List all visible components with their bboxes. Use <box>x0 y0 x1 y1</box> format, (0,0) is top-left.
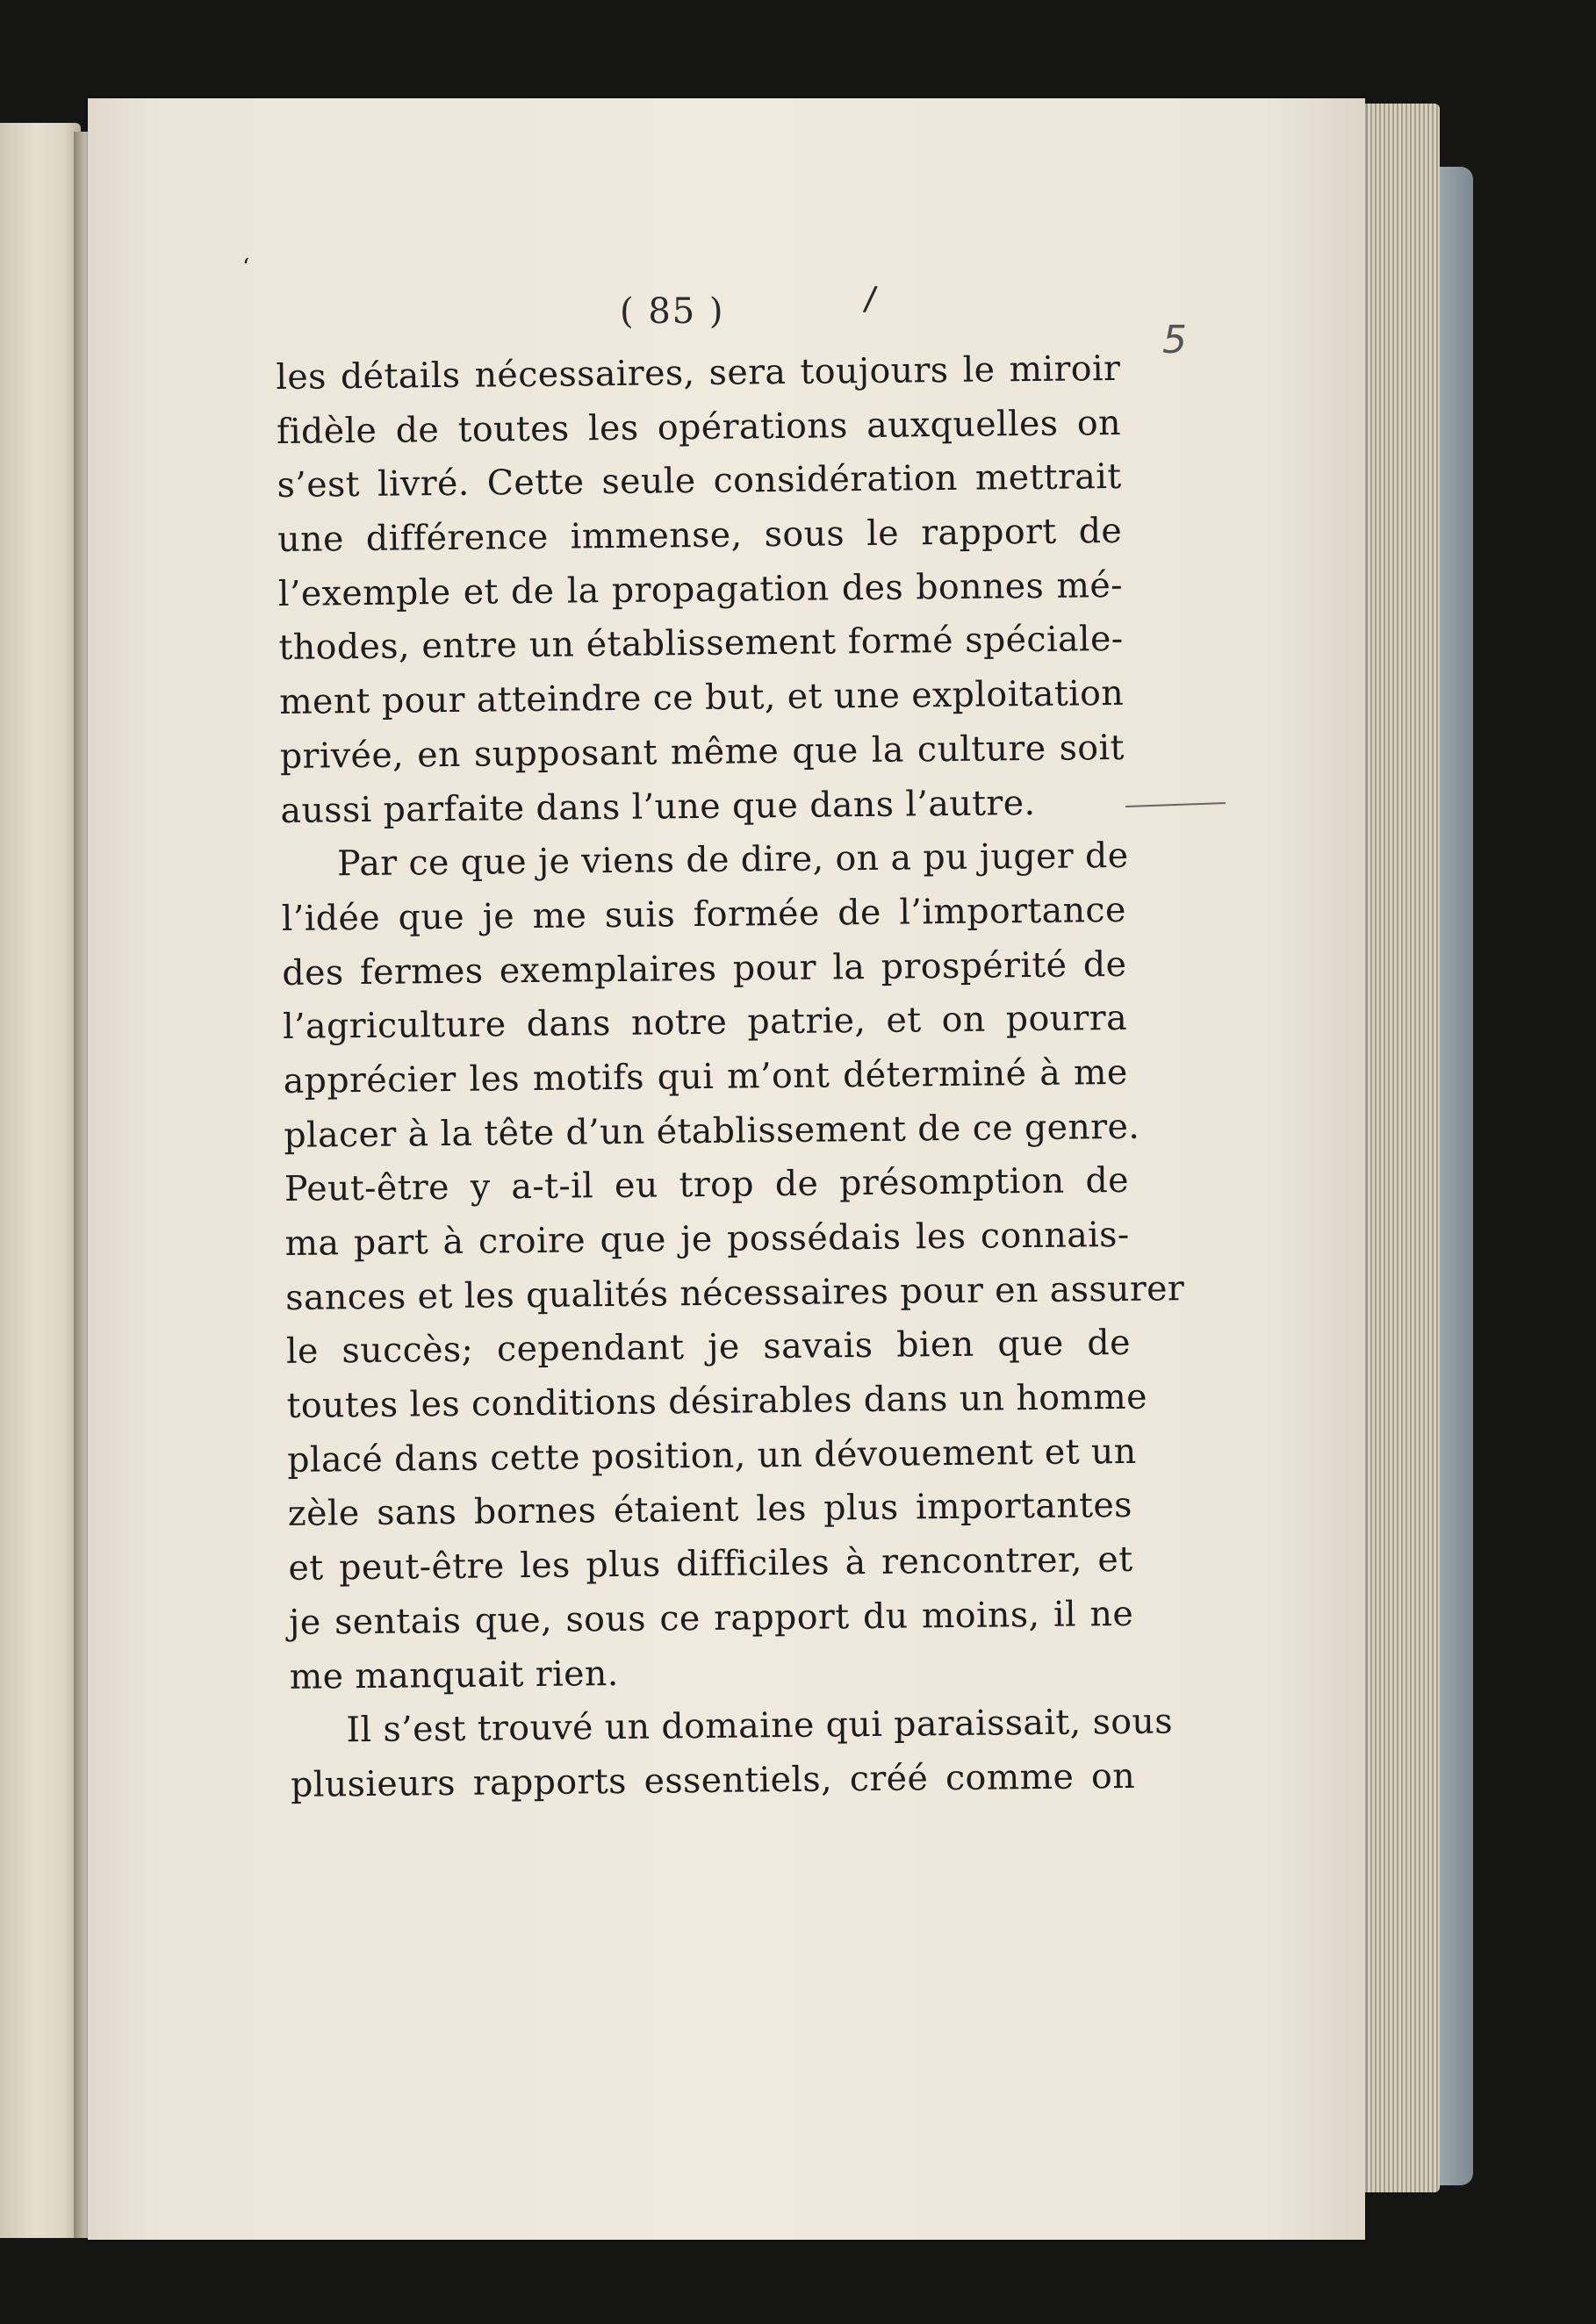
pencil-folio-mark: 5 <box>1162 318 1187 362</box>
text-line: le succès; cependant je savais bien que de <box>285 1323 1132 1373</box>
text-line: thodes, entre un établissement formé spéciale- <box>278 619 1124 669</box>
text-line: des fermes exemplaires pour la prospérité de <box>282 943 1127 993</box>
text-line: Peut-être y a-t-il eu trop de présomption de <box>284 1160 1130 1210</box>
text-line: Par ce que je viens de dire, on a pu juger de <box>336 836 1129 885</box>
text-line: les détails nécessaires, sera toujours le miroir <box>276 348 1121 398</box>
left-page-edge <box>0 123 81 2238</box>
text-line: placé dans cette position, un dévouement et un <box>286 1431 1137 1481</box>
text-line: une différence immense, sous le rapport de <box>277 510 1123 561</box>
text-line: et peut-être les plus difficiles à rencontrer, et <box>288 1539 1133 1589</box>
text-line: zèle sans bornes étaient les plus importantes <box>287 1485 1133 1535</box>
text-line: je sentais que, sous ce rapport du moins, il ne <box>288 1593 1134 1643</box>
page-block-edges <box>1359 104 1440 2192</box>
text-line: plusieurs rapports essentiels, créé comme on <box>290 1755 1136 1805</box>
text-line: aussi parfaite dans l’une que dans l’autre. <box>280 782 1036 831</box>
text-line: l’exemple et de la propagation des bonnes mé- <box>277 564 1124 614</box>
page-number: ( 85 ) <box>620 291 725 332</box>
text-line: Il s’est trouvé un domaine qui paraissait, sous <box>346 1701 1174 1751</box>
text-line: me manquait rien. <box>289 1653 619 1697</box>
text-line: ma part à croire que je possédais les connais- <box>284 1214 1130 1264</box>
body-text <box>276 342 1185 1813</box>
text-line: placer à la tête d’un établissement de ce genre. <box>284 1106 1140 1156</box>
corner-mark: ‘ <box>242 255 250 281</box>
text-line: l’agriculture dans notre patrie, et on pourra <box>282 998 1128 1048</box>
text-line: toutes les conditions désirables dans un homme <box>286 1376 1148 1426</box>
text-line: s’est livré. Cette seule considération mettrait <box>277 456 1122 506</box>
text-line: apprécier les motifs qui m’ont déterminé à me <box>283 1051 1128 1101</box>
text-line: l’idée que je me suis formée de l’importance <box>281 889 1126 939</box>
text-line: ment pour atteindre ce but, et une exploitation <box>278 673 1125 723</box>
text-line: fidèle de toutes les opérations auxquelles on <box>276 402 1122 452</box>
pencil-slash-mark: / <box>862 278 879 319</box>
text-line: privée, en supposant même que la culture soit <box>279 727 1125 777</box>
text-line: sances et les qualités nécessaires pour en assurer <box>285 1267 1185 1318</box>
